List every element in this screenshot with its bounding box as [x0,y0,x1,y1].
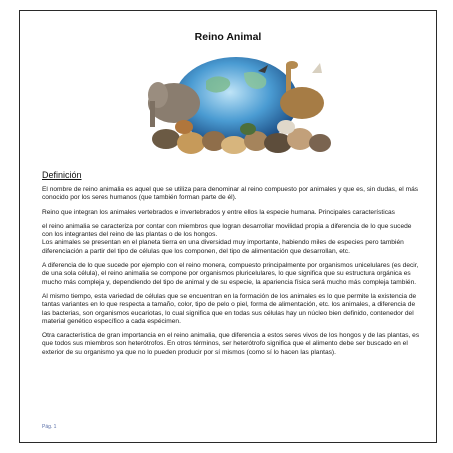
paragraph: A diferencia de lo que sucede por ejemplo con el reino monera, compuesto principalmente por organismos unicelulares (es decir, de una sola célula), el reino animalia se compone por organismos pluricelulares, lo que significa que su estructura orgánica es mucho más compleja y, dependiendo del tipo de animal y de su especie, la apariencia física será mucho más compleja también. [42,262,419,286]
paragraph: Los animales se presentan en el planeta tierra en una diversidad muy importante, habiendo miles de especies pero también diferenciación a partir del tipo de células que los componen, del tipo de alimentación que desarrollan, etc. [42,239,404,255]
paragraph: Al mismo tiempo, esta variedad de células que se encuentran en la formación de los animales es lo que permite la existencia de tantas variantes en lo que respecta a tamaño, color, tipo de pelo o piel, forma de alimentación, etc. los animales, a diferencia de las bacterias, son organismos eucariotas, lo cual significa que en todas sus células hay un núcleo bien definido, contenedor del material genético específico a cada espécimen. [42,292,417,325]
document-body [42,186,422,363]
paragraph: Reino que integran los animales vertebrados e invertebrados y entre ellos la especie humana. Principales características [42,208,395,216]
animals-globe-illustration [136,51,336,157]
section-heading: Definición [42,170,82,180]
page-number: Pág. 1 [42,424,57,430]
document-title: Reino Animal [194,31,262,43]
paragraph: el reino animalia se caracteriza por contar con miembros que logran desarrollar movilidad propia a diferencia de lo que sucede con los integrantes del reino de las plantas o de los hongos. [42,222,412,239]
paragraph: Otra característica de gran importancia en el reino animalia, que diferencia a estos seres vivos de los hongos y de las plantas, es que todos sus miembros son heterótrofos. En otros términos, ser heterótrofo significa que el alimento debe ser buscado en el exterior de su organismo ya que no lo pueden producir por sí mismos (como sí lo hacen las plantas). [42,332,420,356]
paragraph: El nombre de reino animalia es aquel que se utiliza para denominar al reino compuesto por animales y que es, sin dudas, el más conocido por los seres humanos (que también forman parte de él). [42,186,419,202]
document-page [19,10,437,443]
